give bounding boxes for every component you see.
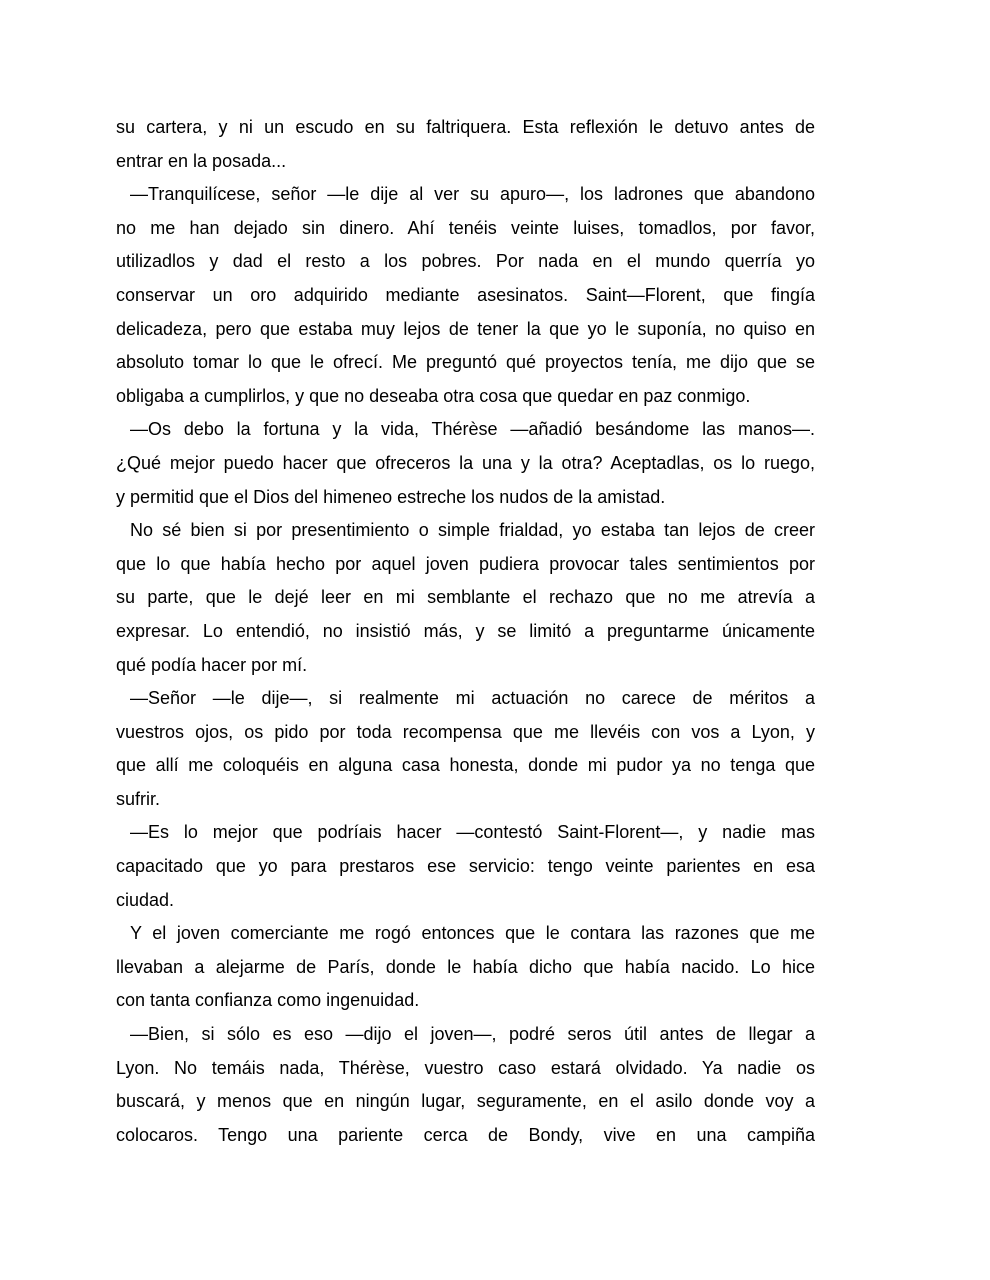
text-line: —Bien, si sólo es eso —dijo el joven—, podré seros útil antes de llegar a: [130, 1024, 815, 1045]
text-line: capacitado que yo para prestaros ese servicio: tengo veinte parientes en esa: [116, 856, 815, 877]
text-line: qué podía hacer por mí.: [116, 654, 308, 675]
text-line: buscará, y menos que en ningún lugar, seguramente, en el asilo donde voy a: [116, 1091, 815, 1112]
text-line: con tanta confianza como ingenuidad.: [116, 990, 420, 1011]
text-line: ¿Qué mejor puedo hacer que ofreceros la una y la otra? Aceptadlas, os lo ruego,: [116, 452, 815, 473]
text-line: obligaba a cumplirlos, y que no deseaba otra cosa que quedar en paz conmigo.: [116, 385, 751, 406]
text-line: Y el joven comerciante me rogó entonces que le contara las razones que me: [130, 923, 815, 944]
text-line: su parte, que le dejé leer en mi semblante el rechazo que no me atrevía a: [116, 587, 815, 608]
text-line: —Es lo mejor que podríais hacer —contestó Saint-Florent—, y nadie mas: [130, 822, 815, 843]
text-line: utilizadlos y dad el resto a los pobres. Por nada en el mundo querría yo: [116, 251, 815, 272]
text-line: conservar un oro adquirido mediante asesinatos. Saint—Florent, que fingía: [116, 284, 815, 305]
text-line: entrar en la posada...: [116, 150, 287, 171]
text-line: —Señor —le dije—, si realmente mi actuación no carece de méritos a: [130, 688, 815, 709]
text-line: absoluto tomar lo que le ofrecí. Me preguntó qué proyectos tenía, me dijo que se: [116, 352, 815, 373]
text-line: ciudad.: [116, 889, 175, 910]
text-line: —Tranquilícese, señor —le dije al ver su apuro—, los ladrones que abandono: [130, 184, 815, 205]
text-line: que allí me coloquéis en alguna casa honesta, donde mi pudor ya no tenga que: [116, 755, 815, 776]
text-line: colocaros. Tengo una pariente cerca de Bondy, vive en una campiña: [116, 1124, 815, 1145]
text-line: su cartera, y ni un escudo en su faltriquera. Esta reflexión le detuvo antes de: [116, 117, 815, 137]
text-line: que lo que había hecho por aquel joven pudiera provocar tales sentimientos por: [116, 553, 815, 574]
text-line: —Os debo la fortuna y la vida, Thérèse —añadió besándome las manos—.: [130, 419, 815, 440]
text-line: sufrir.: [116, 788, 161, 809]
text-line: y permitid que el Dios del himeneo estreche los nudos de la amistad.: [116, 486, 666, 507]
text-line: delicadeza, pero que estaba muy lejos de tener la que yo le suponía, no quiso en: [116, 318, 815, 339]
text-line: no me han dejado sin dinero. Ahí tenéis veinte luises, tomadlos, por favor,: [116, 217, 815, 238]
text-line: llevaban a alejarme de París, donde le había dicho que había nacido. Lo hice: [116, 956, 815, 977]
text-line: vuestros ojos, os pido por toda recompensa que me llevéis con vos a Lyon, y: [116, 721, 815, 742]
text-line: expresar. Lo entendió, no insistió más, y se limitó a preguntarme únicamente: [116, 620, 815, 641]
text-line: No sé bien si por presentimiento o simple frialdad, yo estaba tan lejos de creer: [130, 520, 815, 541]
body-text: [116, 111, 815, 1152]
text-line: Lyon. No temáis nada, Thérèse, vuestro caso estará olvidado. Ya nadie os: [116, 1057, 815, 1078]
